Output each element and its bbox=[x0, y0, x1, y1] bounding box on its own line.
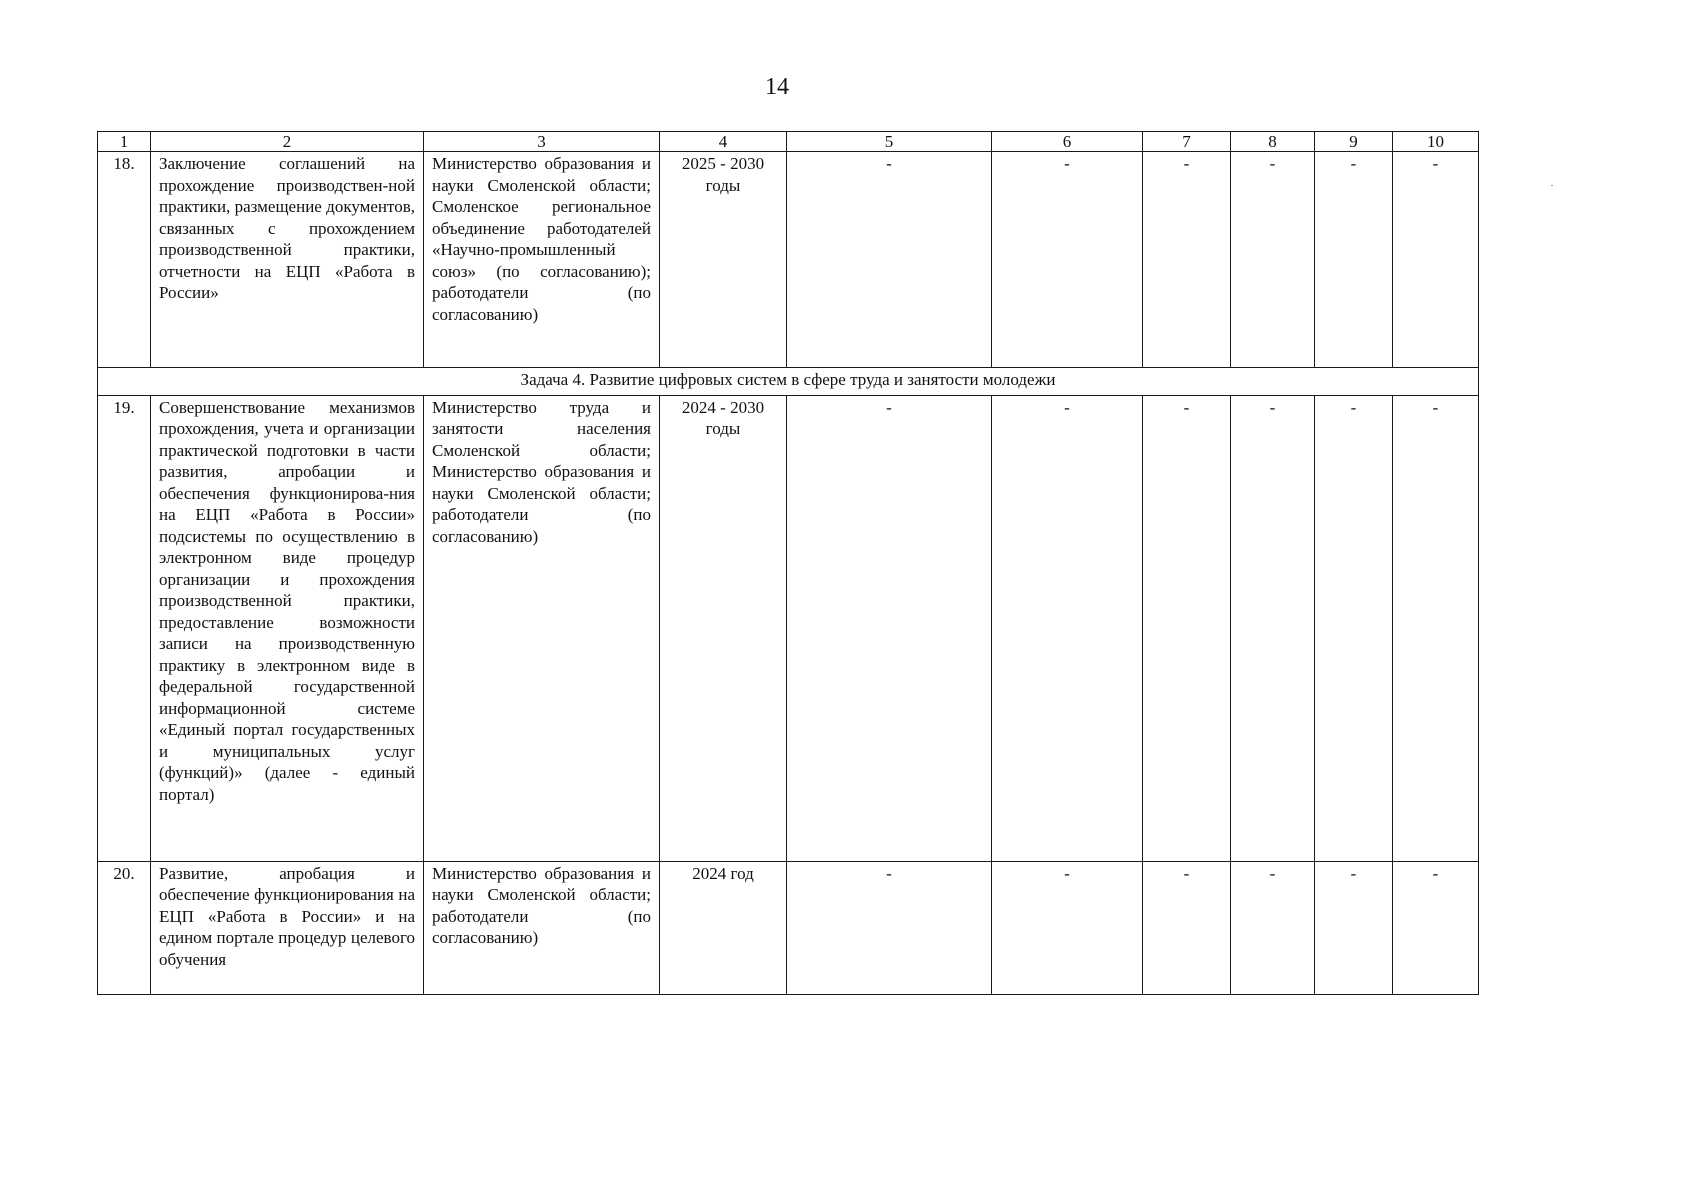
executors-cell: Министерство образования и науки Смоленской области; Смоленское региональное объединение работодателей «Научно-промышленный союз» (по согласованию); работодатели (по согласованию) bbox=[424, 152, 660, 368]
table-row bbox=[98, 861, 1479, 994]
value-cell: - bbox=[1315, 152, 1393, 368]
value-cell: - bbox=[992, 152, 1143, 368]
row-number: 20. bbox=[98, 861, 151, 994]
value-cell: - bbox=[992, 861, 1143, 994]
value-cell: - bbox=[1315, 861, 1393, 994]
activity-cell: Развитие, апробация и обеспечение функционирования на ЕЦП «Работа в России» и на едином портале процедур целевого обучения bbox=[151, 861, 424, 994]
value-cell: - bbox=[1143, 395, 1231, 861]
task-heading-row bbox=[98, 368, 1479, 396]
activity-cell: Совершенствование механизмов прохождения, учета и организации практической подготовки в части развития, апробации и обеспечения функционирова-ния на ЕЦП «Работа в России» подсистемы по осуществлению в электронном виде процедур организации и прохождения производственной практики, предоставление возможности записи на производственную практику в электронном виде в федеральной государственной информационной системе «Единый портал государственных и муниципальных услуг (функций)» (далее - единый портал) bbox=[151, 395, 424, 861]
column-number: 9 bbox=[1315, 132, 1393, 152]
value-cell: - bbox=[1393, 152, 1479, 368]
period-cell: 2025 - 2030 годы bbox=[660, 152, 787, 368]
page-number: 14 bbox=[765, 74, 789, 100]
value-cell: - bbox=[1231, 861, 1315, 994]
executors-cell: Министерство труда и занятости населения Смоленской области; Министерство образования и науки Смоленской области; работодатели (по согласованию) bbox=[424, 395, 660, 861]
column-number: 6 bbox=[992, 132, 1143, 152]
column-number: 10 bbox=[1393, 132, 1479, 152]
column-number: 3 bbox=[424, 132, 660, 152]
period-cell: 2024 год bbox=[660, 861, 787, 994]
value-cell: - bbox=[787, 152, 992, 368]
value-cell: - bbox=[1393, 395, 1479, 861]
period-cell: 2024 - 2030 годы bbox=[660, 395, 787, 861]
action-plan-table bbox=[97, 131, 1479, 995]
value-cell: - bbox=[787, 395, 992, 861]
row-number: 19. bbox=[98, 395, 151, 861]
column-number: 5 bbox=[787, 132, 992, 152]
table-row bbox=[98, 152, 1479, 368]
task-heading: Задача 4. Развитие цифровых систем в сфере труда и занятости молодежи bbox=[98, 368, 1479, 396]
column-number: 2 bbox=[151, 132, 424, 152]
value-cell: - bbox=[1231, 395, 1315, 861]
column-number: 4 bbox=[660, 132, 787, 152]
value-cell: - bbox=[1143, 152, 1231, 368]
column-number: 7 bbox=[1143, 132, 1231, 152]
value-cell: - bbox=[992, 395, 1143, 861]
value-cell: - bbox=[787, 861, 992, 994]
activity-cell: Заключение соглашений на прохождение производствен-ной практики, размещение документов, связанных с прохождением производственной практики, отчетности на ЕЦП «Работа в России» bbox=[151, 152, 424, 368]
column-number: 1 bbox=[98, 132, 151, 152]
column-number: 8 bbox=[1231, 132, 1315, 152]
value-cell: - bbox=[1393, 861, 1479, 994]
value-cell: - bbox=[1231, 152, 1315, 368]
column-number-row bbox=[98, 132, 1479, 152]
row-number: 18. bbox=[98, 152, 151, 368]
executors-cell: Министерство образования и науки Смоленской области; работодатели (по согласованию) bbox=[424, 861, 660, 994]
scan-edge-mark bbox=[1551, 185, 1553, 186]
value-cell: - bbox=[1143, 861, 1231, 994]
value-cell: - bbox=[1315, 395, 1393, 861]
table-row bbox=[98, 395, 1479, 861]
